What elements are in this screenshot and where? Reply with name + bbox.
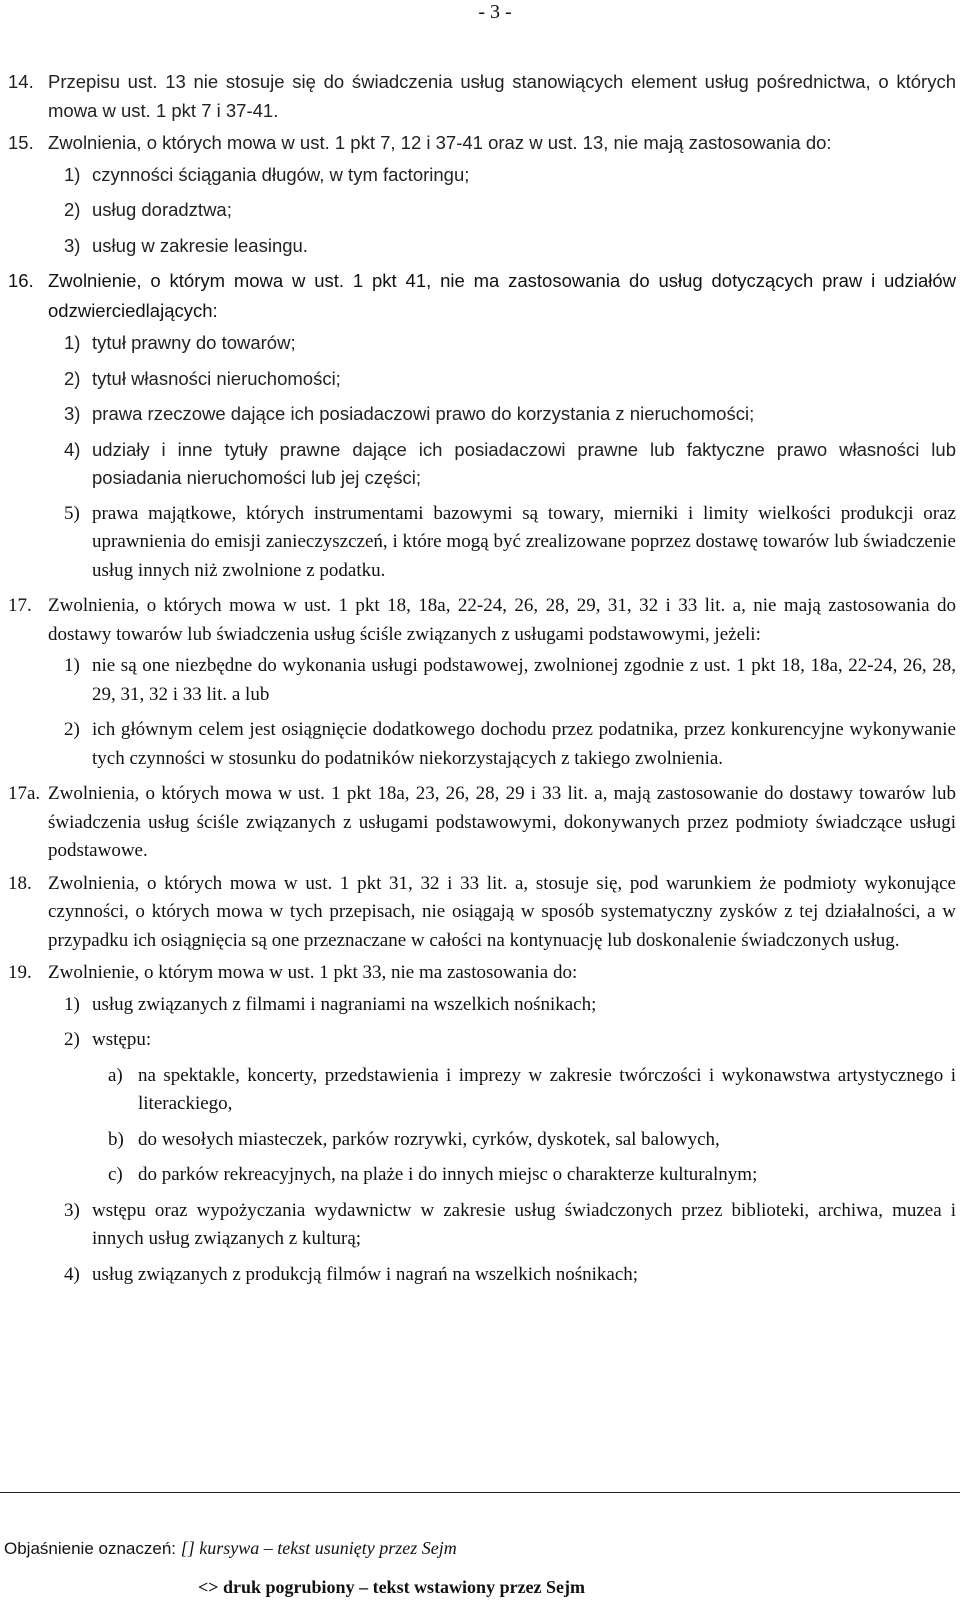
list-item [8,1026,956,1055]
paragraph-number: 18. [8,872,32,894]
item-text: tytuł własności nieruchomości; [92,367,341,389]
list-item [8,991,956,1020]
item-text: udziały i inne tytuły prawne dające ich posiadaczowi prawne lub faktyczne prawo własności lub posiadania nieruchomości lub jej części; [92,438,956,488]
subitem-letter: b) [108,1128,124,1150]
list-item [8,500,956,586]
item-text: wstępu oraz wypożyczania wydawnictw w zakresie usług świadczonych przez biblioteki, archiwa, muzea i innych usług związanych z kulturą; [92,1199,956,1249]
paragraph-text: 1 pkt 41, nie ma zastosowania do usług dotyczących praw i udziałów odzwierciedlających: [48,270,957,321]
item-number: 1) [64,332,81,353]
footnote-legend [4,1538,457,1559]
footnote-italic-text: [] kursywa – tekst usunięty przez Sejm [180,1538,457,1558]
item-number: 5) [64,502,80,524]
paragraph-text: Przepisu ust. 13 nie stosuje się do świadczenia usług stanowiących element usług pośrednictwa, o których mowa w ust. 1 pkt 7 i 37-41. [48,71,956,121]
list-item [8,1261,956,1290]
subitem-text: do parków rekreacyjnych, na plaże i do innych miejsc o charakterze kulturalnym; [138,1164,758,1185]
paragraph-15 [8,129,956,158]
paragraph-text: Zwolnienia, o których mowa w ust. 1 pkt 31, 32 i 33 lit. a, stosuje się, pod warunkiem że podmioty wykonujące czynności, o których mowa w tych przepisach, nie osiągają w sposób systematyczny zysków z tej działalności, a w przypadku ich osiągnięcia są one przeznaczane w całości na kontynuację lub doskonalenie świadczonych usług. [48,872,956,951]
item-text: czynności ściągania długów, w tym factoringu; [92,163,470,185]
item-number: 3) [64,1199,80,1221]
page-number: - 3 - [478,1,512,23]
document-body [8,68,956,1296]
subitem-letter: a) [108,1064,123,1086]
footer-divider [0,1492,960,1493]
item-number: 2) [64,199,81,220]
item-text: usług doradztwa; [92,199,232,220]
paragraph-17a [8,780,956,866]
item-text: wstępu: [92,1029,152,1050]
subitem-text: na spektakle, koncerty, przedstawienia i imprezy w zakresie twórczości i wykonawstwa artystycznego i literackiego, [138,1064,956,1114]
paragraph-16 [8,267,956,326]
item-text: usług związanych z filmami i nagraniami na wszelkich nośnikach; [92,993,597,1015]
paragraph-number: 14. [8,71,34,92]
paragraph-18 [8,870,956,956]
item-number: 3) [64,234,81,256]
item-text: ich głównym celem jest osiągnięcie dodatkowego dochodu przez podatnika, przez konkurencyjne wykonywanie tych czynności w stosunku do podatników niekorzystających z takiego zwolnienia. [92,719,956,769]
paragraph-number: 16. [8,270,34,291]
list-item [8,365,956,394]
list-item [8,400,956,429]
sub-list-item [8,1161,956,1190]
paragraph-number: 15. [8,132,34,153]
item-number: 1) [64,993,80,1015]
paragraph-text: Zwolnienia, o których mowa w ust. 1 pkt 18, 18a, 22-24, 26, 28, 29, 31, 32 i 33 lit. a, nie mają zastosowania do dostawy towarów lub świadczenia usług ściśle związanych z usługami podstawowymi, jeżeli: [48,595,956,645]
item-number: 4) [64,438,81,460]
subitem-text: do wesołych miasteczek, parków rozrywki, cyrków, dyskotek, sal balowych, [138,1128,720,1150]
list-item [8,161,956,190]
item-number: 2) [64,1029,80,1050]
item-number: 3) [64,403,81,424]
list-item [8,196,956,225]
paragraph-lead: Zwolnienie, o którym mowa w ust. [48,270,345,291]
paragraph-text: Zwolnienia, o których mowa w ust. 1 pkt 18a, 23, 26, 28, 29 i 33 lit. a, mają zastosowanie do dostawy towarów lub świadczenia usług ściśle związanych z usługami podstawowymi, dokonywanych przez podmioty świadczące usługi podstawowe. [48,783,956,861]
item-number: 1) [64,655,80,676]
subitem-letter: c) [108,1164,123,1185]
item-text: usług w zakresie leasingu. [92,234,308,256]
item-number: 1) [64,163,81,185]
sub-list-item [8,1126,956,1155]
list-item [8,232,956,261]
list-item [8,436,956,493]
footnote-bold-text: <> druk pogrubiony – tekst wstawiony przez Sejm [198,1577,586,1597]
sub-list-item [8,1062,956,1119]
paragraph-number: 17a. [8,783,41,804]
list-item [8,329,956,358]
paragraph-17 [8,592,956,649]
paragraph-number: 17. [8,595,32,616]
paragraph-19 [8,959,956,988]
list-item [8,652,956,709]
list-item [8,716,956,773]
item-number: 2) [64,367,81,389]
paragraph-14 [8,68,956,125]
item-number: 4) [64,1263,80,1285]
paragraph-text: Zwolnienie, o którym mowa w ust. 1 pkt 33, nie ma zastosowania do: [48,962,578,983]
paragraph-text: Zwolnienia, o których mowa w ust. 1 pkt 7, 12 i 37-41 oraz w ust. 13, nie mają zastosowania do: [48,132,832,153]
item-number: 2) [64,719,80,740]
item-text: tytuł prawny do towarów; [92,332,296,353]
footnote-label: Objaśnienie oznaczeń: [4,1539,177,1558]
item-text: usług związanych z produkcją filmów i nagrań na wszelkich nośnikach; [92,1263,639,1285]
list-item [8,1197,956,1254]
item-text: nie są one niezbędne do wykonania usługi podstawowej, zwolnionej zgodnie z ust. 1 pkt 18, 18a, 22-24, 26, 28, 29, 31, 32 i 33 lit. a lub [92,655,956,705]
item-text: prawa rzeczowe dające ich posiadaczowi prawo do korzystania z nieruchomości; [92,403,755,424]
item-text: prawa majątkowe, których instrumentami bazowymi są towary, mierniki i limity wielkości produkcji oraz uprawnienia do emisji zanieczyszczeń, i które mogą być zrealizowane poprzez dostawę towarów lub świadczenie usług innych niż zwolnione z podatku. [92,502,956,581]
paragraph-number: 19. [8,962,32,983]
